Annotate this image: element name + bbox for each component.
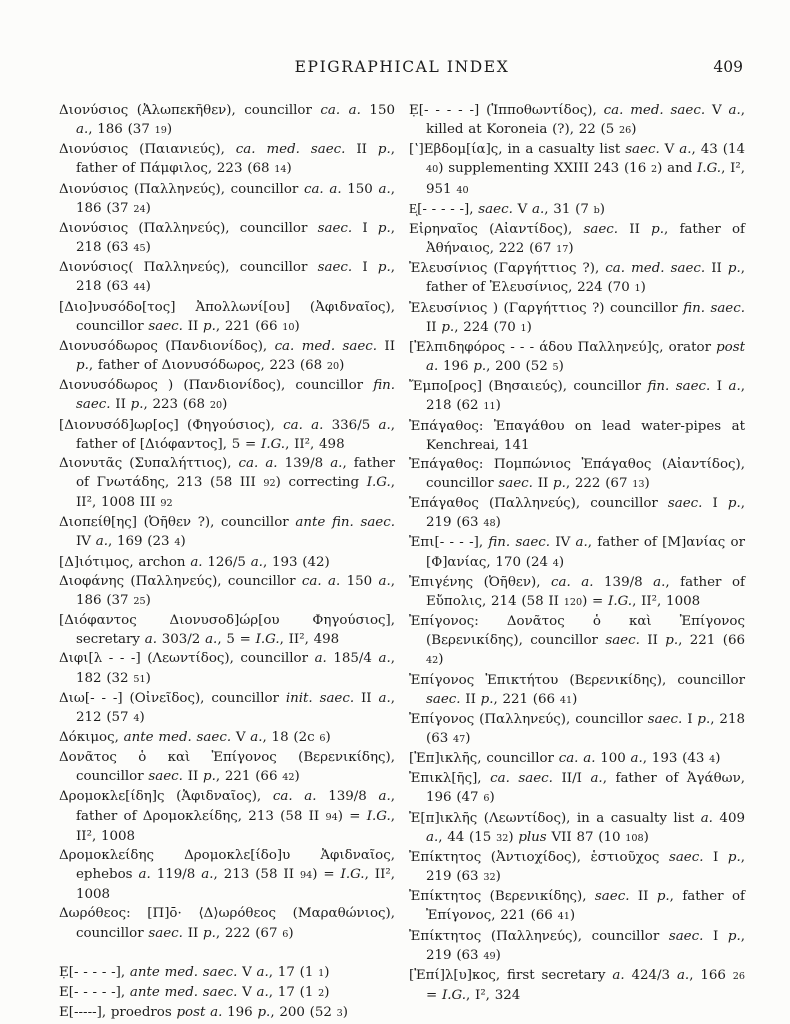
index-entry: Δρομοκλε[ίδη]ς (Ἀφιδναῖος), ca. a. 139/8 a., father of Δρομοκλείδης, 213 (58 II 94) = I.G., II², 1008 [59,789,395,844]
index-entry: Διονύσιος (Ἀλωπεκῆθεν), councillor ca. a. 150 a., 186 (37 19) [59,103,395,138]
page-header [59,58,745,80]
right-column [409,101,745,1023]
index-entry: Ἐπίγονος (Παλληνεύς), councillor saec. I p., 218 (63 47) [409,711,745,746]
index-entry: E[-----], proedros post a. 196 p., 200 (52 3) [59,1005,349,1021]
index-entry: Διονύσιος (Παλληνεύς), councillor ca. a. 150 a., 186 (37 24) [59,181,395,216]
index-entry: Διοφάνης (Παλληνεύς), councillor ca. a. 150 a., 186 (37 25) [59,573,396,608]
index-entry: Διονύσιος (Παιανιεύς), ca. med. saec. II p., father of Πάμφιλος, 223 (68 14) [59,142,396,177]
index-entry: Ἐλευσίνιος ) (Γαργήττιος ?) councillor fin. saec. II p., 224 (70 1) [409,300,745,335]
index-entry: Ẹ[- - - - -] (Ἱπποθωντίδος), ca. med. saec. V a., killed at Koroneia (?), 22 (5 26) [409,103,745,138]
index-entry: [Διόφαντος Διονυσοδ]ώρ[ου Φηγούσιος], secretary a. 303/2 a., 5 = I.G., II², 498 [59,613,395,648]
index-entry: Διονύσιος( Παλληνεύς), councillor saec. I p., 218 (63 44) [59,260,395,295]
index-entry: Ẹ[- - - - -], ante med. saec. V a., 17 (1 1) [59,964,330,980]
index-entry: Ἐπίγονος Ἐπικτήτου (Βερενικίδης), councillor saec. II p., 221 (66 41) [409,672,745,707]
index-entry: Ἐπάγαθος (Παλληνεύς), councillor saec. I p., 219 (63 48) [409,496,745,531]
index-entry: Ἐπιγένης (Ὀῆθεν), ca. a. 139/8 a., father of Εὔπολις, 214 (58 II 120) = I.G., II², 1008 [409,574,745,609]
index-columns [59,101,745,1023]
index-entry: Διονυτᾶς (Συπαλήττιος), ca. a. 139/8 a., father of Γνωτάδης, 213 (58 III 92) correcting I.G., II², 1008 III 92 [59,455,395,511]
index-entry: Ἐπικλ[ῆς], ca. saec. II/I a., father of Ἀγάθων, 196 (47 6) [409,771,745,806]
index-entry: Δόκιμος, ante med. saec. V a., 18 (2c 6) [59,730,331,745]
index-entry: Διω[- - -] (Οἰνεῖδος), councillor init. saec. II a., 212 (57 4) [59,690,396,725]
index-entry: Διοπείθ[ης] (Ὀῆθεν ?), councillor ante fin. saec. IV a., 169 (23 4) [59,515,395,550]
index-entry: [Διο]νυσόδο[τος] Ἀπολλωνί[ου] (Ἀφιδναῖος), councillor saec. II p., 221 (66 10) [59,299,395,334]
index-entry: [Ἐλπιδηφόρος - - - άδου Παλληνεύ]ς, orator post a. 196 p., 200 (52 5) [409,339,745,375]
index-entry: Ἐπάγαθος: Ἐπαγάθου on lead water-pipes at Kenchreai, 141 [409,418,745,453]
left-column [59,101,395,1023]
index-entry: Ἐπι[- - - -], fin. saec. IV a., father of [Μ]ανίας or [Φ]ανίας, 170 (24 4) [409,535,746,570]
index-entry: Εἰρηναῖος (Αἰαντίδος), saec. II p., father of Ἀθήναιος, 222 (67 17) [409,221,746,257]
index-entry: [ʽ]Εβδομ[ία]ς, in a casualty list saec. V a., 43 (14 40) supplementing XXIII 243 (16 2) and I.G., I², 951 40 [409,142,745,197]
index-entry: E[- - - - -], ante med. saec. V a., 17 (1 2) [59,984,330,1000]
index-entry: Διφι[λ - - -] (Λεωντίδος), councillor a. 185/4 a., 182 (32 51) [59,651,395,686]
index-entry: Ἔμπο[ρος] (Βησαιεύς), councillor fin. saec. I a., 218 (62 11) [409,379,745,414]
index-entry: Διονυσόδωρος ) (Πανδιονίδος), councillor fin. saec. II p., 223 (68 20) [59,378,395,413]
index-entry: Ἐπίκτητος (Παλληνεύς), councillor saec. I p., 219 (63 49) [409,928,745,963]
index-entry: Ἐπίκτητος (Βερενικίδης), saec. II p., father of Ἐπίγονος, 221 (66 41) [409,889,745,924]
index-entry: [Δ]ιότιμος, archon a. 126/5 a., 193 (42) [59,554,330,570]
index-entry: Ἐπίγονος: Δονᾶτος ὁ καὶ Ἐπίγονος (Βερενικίδης), councillor saec. II p., 221 (66 42) [409,614,745,668]
index-entry: Δρομοκλείδης Δρομοκλε[ίδο]υ Ἀφιδναῖος, ephebos a. 119/8 a., 213 (58 II 94) = I.G., II², 1008 [59,847,395,903]
index-entry: Διονύσιος (Παλληνεύς), councillor saec. I p., 218 (63 45) [59,220,395,256]
page-title: EPIGRAPHICAL INDEX [294,58,510,76]
index-entry: [Ἐπί]λ[υ]κος, first secretary a. 424/3 a., 166 26 = I.G., I², 324 [409,967,745,1004]
index-entry: [Διονυσόδ]ωρ[ος] (Φηγούσιος), ca. a. 336/5 a., father of [Διόφαντος], 5 = I.G., II², 498 [59,417,395,452]
index-entry: Δονᾶτος ὁ καὶ Ἐπίγονος (Βερενικίδης), councillor saec. II p., 221 (66 42) [59,750,395,785]
index-entry: [Ἐπ]ικλῆς, councillor ca. a. 100 a., 193 (43 4) [409,751,721,767]
index-entry: Ἐπίκτητος (Ἀντιοχίδος), ἑστιοῦχος saec. I p., 219 (63 32) [409,849,745,885]
page-number: 409 [713,58,743,76]
index-entry: Ἐλευσίνιος (Γαργήττιος ?), ca. med. saec. II p., father of Ἐλευσίνιος, 224 (70 1) [409,261,746,296]
index-entry: Δωρόθεος: [Π]ō· ⟨Δ⟩ωρόθεος (Μαραθώνιος), councillor saec. II p., 222 (67 6) [59,906,395,941]
index-entry: Διονυσόδωρος (Πανδιονίδος), ca. med. saec. II p., father of Διονυσόδωρος, 223 (68 20) [59,338,396,374]
index-entry: Ἐπάγαθος: Πομπώνιος Ἐπάγαθος (Αἰαντίδος), councillor saec. II p., 222 (67 13) [409,456,745,491]
index-entry: Ἐ[π]ικλῆς (Λεωντίδος), in a casualty list a. 409 a., 44 (15 32) plus VII 87 (10 108) [409,810,745,845]
index-entry: Eͅ[- - - - -], saec. V a., 31 (7 b) [409,201,605,217]
